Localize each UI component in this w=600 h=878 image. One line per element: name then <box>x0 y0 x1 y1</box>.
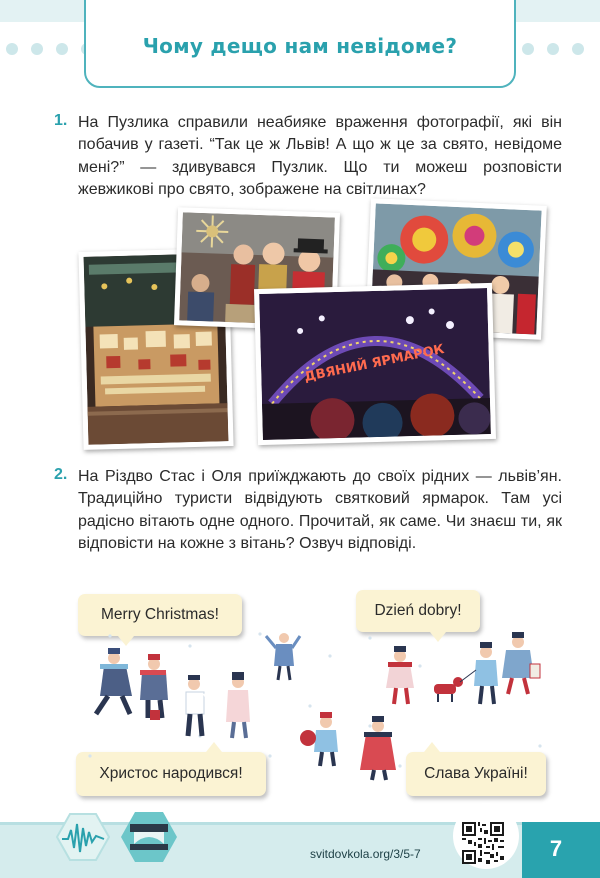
page-title: Чому дещо нам невідоме? <box>142 34 458 58</box>
figure-1 <box>96 648 132 714</box>
figure-8 <box>502 632 540 694</box>
page-number: 7 <box>549 836 563 861</box>
greeting-khrystos-narodyvsia: Христос народився! <box>99 765 243 782</box>
task-2-text: На Різдво Стас і Оля приїжджають до своїх рідних — львів’ян. Традиційно туристи відвідують святковий ярмарок. Там усі радісно вітають одне одного. Прочитай, як саме. Чи знаєш ти, як відповісти на кожне з вітань? Озвуч відповіді. <box>78 468 562 552</box>
winter-people-illustration <box>70 626 550 786</box>
title-box <box>84 0 516 88</box>
task-2-number: 2. <box>54 466 68 483</box>
figure-4 <box>226 672 250 738</box>
sound-wave-icon <box>56 812 110 862</box>
figure-dog <box>434 677 463 702</box>
photo-fair-sign <box>254 283 496 445</box>
footer-url[interactable]: svitdovkola.org/3/5-7 <box>310 847 421 861</box>
figure-6 <box>386 646 414 704</box>
greeting-slava-ukraini: Слава Україні! <box>424 765 528 782</box>
figure-3 <box>186 675 220 736</box>
qr-code-icon[interactable] <box>462 822 504 864</box>
task-2 <box>54 466 562 555</box>
figure-2 <box>140 654 168 720</box>
figure-9 <box>300 712 338 766</box>
greeting-merry-christmas: Merry Christmas! <box>101 606 219 623</box>
figure-7 <box>460 642 498 704</box>
task-1-number: 1. <box>54 112 68 129</box>
figure-10 <box>360 716 396 780</box>
figure-5 <box>266 633 300 680</box>
fair-sign-text: ДВЯНИЙ ЯРМАРОК <box>303 342 446 386</box>
task-1 <box>54 112 562 201</box>
header-dots-right <box>522 43 584 55</box>
greeting-dzien-dobry: Dzień dobry! <box>374 602 462 619</box>
bridge-icon <box>120 810 178 864</box>
task-1-text: На Пузлика справили неабияке враження фотографії, які він побачив у газеті. “Так це ж Львів! А що ж це за свято, невідоме мені?” — здивувався Пузлик. Що ти можеш розповісти жевжикові про свято, зображене на світлинах? <box>78 114 562 198</box>
